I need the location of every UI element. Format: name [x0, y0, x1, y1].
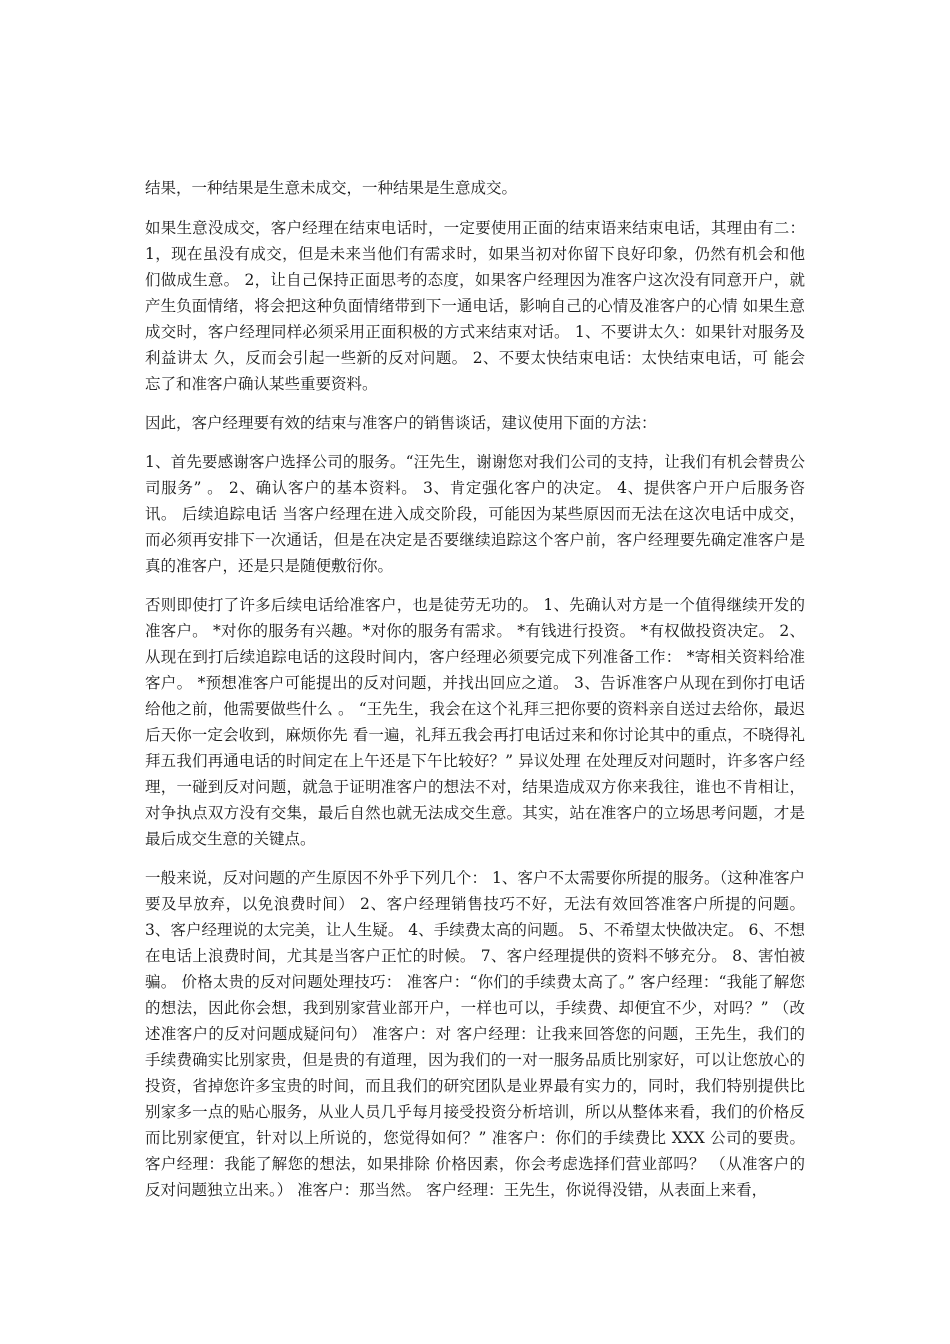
paragraph-4: 1、首先要感谢客户选择公司的服务。“汪先生，谢谢您对我们公司的支持，让我们有机会替贵公司服务” 。 2、确认客户的基本资料。 3、肯定强化客户的决定。 4、提供客户开户后服务咨讯。 后续追踪电话 当客户经理在进入成交阶段，可能因为某些原因而无法在这次电话中成交，而必须再安排下一次通话，但是在决定是否要继续追踪这个客户前，客户经理要先确定准客户是真的准客户，还是只是随便敷衍你。 [145, 453, 805, 575]
paragraph-2: 如果生意没成交，客户经理在结束电话时，一定要使用正面的结束语来结束电话，其理由有二： 1，现在虽没有成交，但是未来当他们有需求时，如果当初对你留下良好印象，仍然有机会和他们做成生意。 2，让自己保持正面思考的态度，如果客户经理因为准客户这次没有同意开户，就产生负面情绪，将会把这种负面情绪带到下一通电话，影响自己的心情及准客户的心情 如果生意成交时，客户经理同样必须采用正面积极的方式来结束对话。 1、不要讲太久：如果针对服务及利益讲太 久，反而会引起一些新的反对问题。 2、不要太快结束电话：太快结束电话，可 能会忘了和准客户确认某些重要资料。 [145, 219, 805, 393]
paragraph-5: 否则即使打了许多后续电话给准客户，也是徒劳无功的。 1、先确认对方是一个值得继续开发的准客户。 *对你的服务有兴趣。*对你的服务有需求。 *有钱进行投资。 *有权做投资决定。 2、从现在到打后续追踪电话的这段时间内，客户经理必须要完成下列准备工作： *寄相关资料给准客户。 *预想准客户可能提出的反对问题，并找出回应之道。 3、告诉准客户从现在到你打电话给他之前，他需要做些什么 。 “王先生，我会在这个礼拜三把你要的资料亲自送过去给你，最迟后天你一定会收到，麻烦你先 看一遍，礼拜五我会再打电话过来和你讨论其中的重点，不晓得礼拜五我们再通电话的时间定在上午还是下午比较好？” 异议处理 在处理反对问题时，许多客户经理，一碰到反对问题，就急于证明准客户的想法不对，结果造成双方你来我往，谁也不肯相让，对争执点双方没有交集，最后自然也就无法成交生意。其实，站在准客户的立场思考问题，才是最后成交生意的关键点。 [145, 596, 805, 848]
paragraph-1: 结果，一种结果是生意未成交，一种结果是生意成交。 [145, 179, 518, 197]
document-body [145, 175, 805, 1216]
paragraph-3: 因此，客户经理要有效的结束与准客户的销售谈话，建议使用下面的方法： [145, 414, 657, 432]
paragraph-6: 一般来说，反对问题的产生原因不外乎下列几个： 1、客户不太需要你所提的服务。（这种准客户要及早放弃，以免浪费时间） 2、客户经理销售技巧不好，无法有效回答准客户所提的问题。 3、客户经理说的太完美，让人生疑。 4、手续费太高的问题。 5、不希望太快做决定。 6、不想在电话上浪费时间，尤其是当客户正忙的时候。 7、客户经理提供的资料不够充分。 8、害怕被骗。 价格太贵的反对问题处理技巧： 准客户：“你们的手续费太高了。” 客户经理：“我能了解您的想法，因此你会想，我到别家营业部开户，一样也可以，手续费、却便宜不少，对吗？” （改述准客户的反对问题成疑问句） 准客户：对 客户经理：让我来回答您的问题，王先生，我们的手续费确实比别家贵，但是贵的有道理，因为我们的一对一服务品质比别家好，可以让您放心的投资，省掉您许多宝贵的时间，而且我们的研究团队是业界最有实力的，同时，我们特别提供比别家多一点的贴心服务，从业人员几乎每月接受投资分析培训，所以从整体来看，我们的价格反而比别家便宜，针对以上所说的，您觉得如何？” 准客户：你们的手续费比 XXX 公司的要贵。 客户经理：我能了解您的想法，如果排除 价格因素，你会考虑选择们营业部吗？ （从准客户的反对问题独立出来。） 准客户：那当然。 客户经理：王先生，你说得没错，从表面上来看， [145, 869, 805, 1199]
